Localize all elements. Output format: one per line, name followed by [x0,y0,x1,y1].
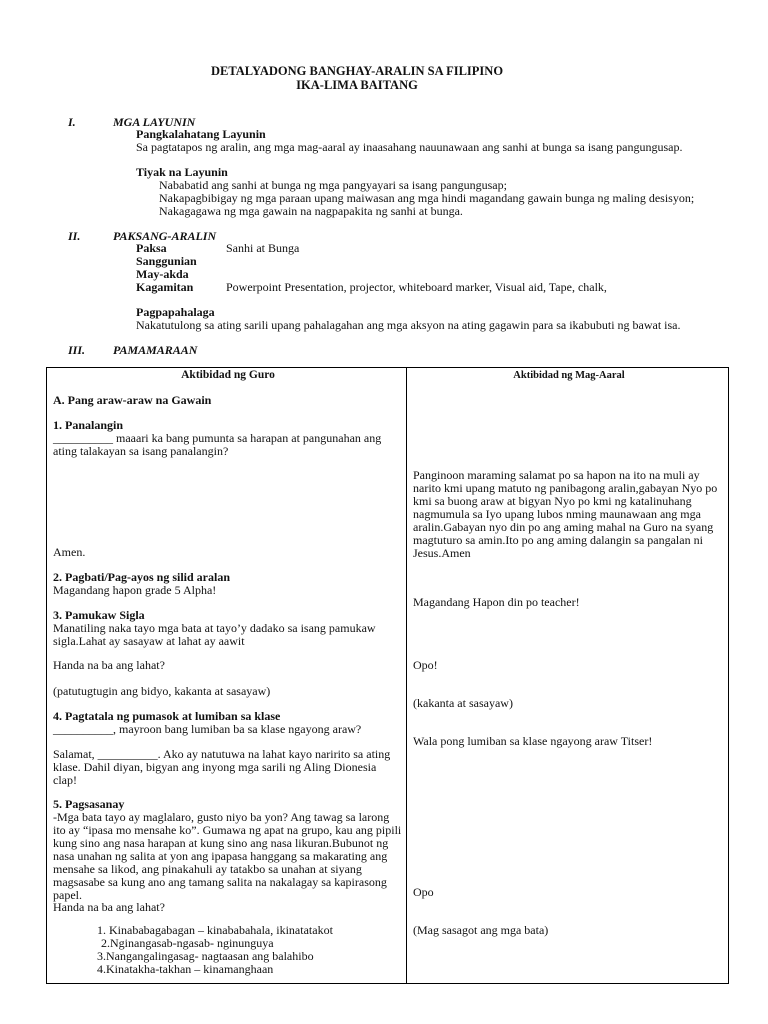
sanggunian-label: Sanggunian [136,254,197,268]
pagtatala-text: __________, mayroon bang lumiban ba sa klase ngayong araw? [53,722,362,736]
panalangin-text: __________ maaari ka bang pumunta sa harapan at pangunahan ang ating talakayan sa isang panalangin? [53,431,382,458]
student-wala-lumiban: Wala pong lumiban sa klase ngayong araw Titser! [413,734,653,748]
specific-objective-item: Nakagagawa ng mga gawain na nagpapakita ng sanhi at bunga. [159,204,463,218]
routine-heading: A. Pang araw-araw na Gawain [53,393,212,407]
pamukaw-text: Manatiling naka tayo mga bata at tayo’y dadako sa isang pamukaw sigla.Lahat ay sasayaw at lahat ay aawit [53,621,376,648]
student-prayer-text: Panginoon maraming salamat po sa hapon na ito na muli ay narito kmi upang matuto ng panibagong aralin,gabayan Nyo po kmi sa buong araw at bigyan Nyo po kmi ng katalinuhang nagmumula sa Iyo upang lubos nming maunawaan ang mga aralin.Gabayan nyo din po ang aming mahal na Guro na syang magtuturo sa amin.Ito po ang aming dalangin sa pangalan ni Jesus.Amen [413,468,718,560]
pagsasanay-heading: 5. Pagsasanay [53,797,125,811]
student-column-header: Aktibidad ng Mag-Aaral [513,370,625,381]
pagbati-heading: 2. Pagbati/Pag-ayos ng silid aralan [53,570,231,584]
student-mag-sasagot: (Mag sasagot ang mga bata) [413,923,549,937]
handa-question-2: Handa na ba ang lahat? [53,900,165,914]
pagsasanay-text: -Mga bata tayo ay maglalaro, gusto niyo ba yon? Ang tawag sa larong ito ay “ipasa mo mensahe ko”. Gumawa ng apat na grupo, kau ang pipili kung sino ang nasa harapan at kung sino ang nasa likuran.Bubunot ng nasa unahan ng salita at yon ang ipapasa hanggang sa makarating ang mensahe sa likod, ang pinakahuli ay tatakbo sa unahan at siyang magsasabe sa kung ano ang tamang salita na nakalagay sa kapirasong papel. [53,810,402,902]
kagamitan-value: Powerpoint Presentation, projector, whiteboard marker, Visual aid, Tape, chalk, [226,280,607,294]
patutugtugin-text: (patutugtugin ang bidyo, kakanta at sasayaw) [53,684,271,698]
document-title: DETALYADONG BANGHAY-ARALIN SA FILIPINO [210,64,504,78]
table-column-divider [406,368,407,983]
panalangin-heading: 1. Panalangin [53,418,124,432]
word-list-item: 4.Kinatakha-takhan – kinamanghaan [97,962,274,976]
salamat-text: Salamat, __________. Ako ay natutuwa na lahat kayo naririto sa ating klase. Dahil diyan, bigyan ang inyong mga sarili ng Aling Dionesia clap! [53,747,391,787]
paksa-value: Sanhi at Bunga [226,241,300,255]
student-opo-1: Opo! [413,658,438,672]
specific-objective-item: Nakapagbibigay ng mga paraan upang maiwasan ang mga hindi magandang gawain bunga ng maling desisyon; [159,191,695,205]
amen-text: Amen. [53,545,86,559]
section3-heading: PAMAMARAAN [113,343,198,357]
specific-objective-item: Nababatid ang sanhi at bunga ng mga pangyayari sa isang pangungusap; [159,178,507,192]
student-greeting: Magandang Hapon din po teacher! [413,595,580,609]
specific-objectives-heading: Tiyak na Layunin [136,165,228,179]
section1-heading: MGA LAYUNIN [113,115,196,129]
handa-question-1: Handa na ba ang lahat? [53,658,165,672]
activities-table [46,367,729,984]
pagbati-text: Magandang hapon grade 5 Alpha! [53,583,217,597]
pamukaw-heading: 3. Pamukaw Sigla [53,608,145,622]
section1-numeral: I. [68,115,76,129]
section2-heading: PAKSANG-ARALIN [113,229,217,243]
pagpapahalaga-heading: Pagpapahalaga [136,305,215,319]
general-objective-text: Sa pagtatapos ng aralin, ang mga mag-aaral ay inaasahang nauunawaan ang sanhi at bunga sa isang pangungusap. [136,140,683,154]
document-subtitle: IKA-LIMA BAITANG [296,78,418,92]
word-list-item: 3.Nangangalingasag- nagtaasan ang balahibo [97,949,314,963]
word-list-item: 1. Kinababagabagan – kinababahala, ikinatatakot [97,923,333,937]
pagtatala-heading: 4. Pagtatala ng pumasok at lumiban sa klase [53,709,281,723]
section3-numeral: III. [68,343,86,357]
teacher-column-header: Aktibidad ng Guro [181,369,275,381]
mayakda-label: May-akda [136,267,189,281]
word-list-item: 2.Nginangasab-ngasab- nginunguya [101,936,274,950]
student-kakanta: (kakanta at sasayaw) [413,696,513,710]
kagamitan-label: Kagamitan [136,280,194,294]
pagpapahalaga-text: Nakatutulong sa ating sarili upang pahalagahan ang mga aksyon na ating gagawin para sa ikabubuti ng bawat isa. [136,318,681,332]
paksa-label: Paksa [136,241,167,255]
student-opo-2: Opo [413,885,434,899]
general-objective-heading: Pangkalahatang Layunin [136,127,266,141]
section2-numeral: II. [68,229,81,243]
